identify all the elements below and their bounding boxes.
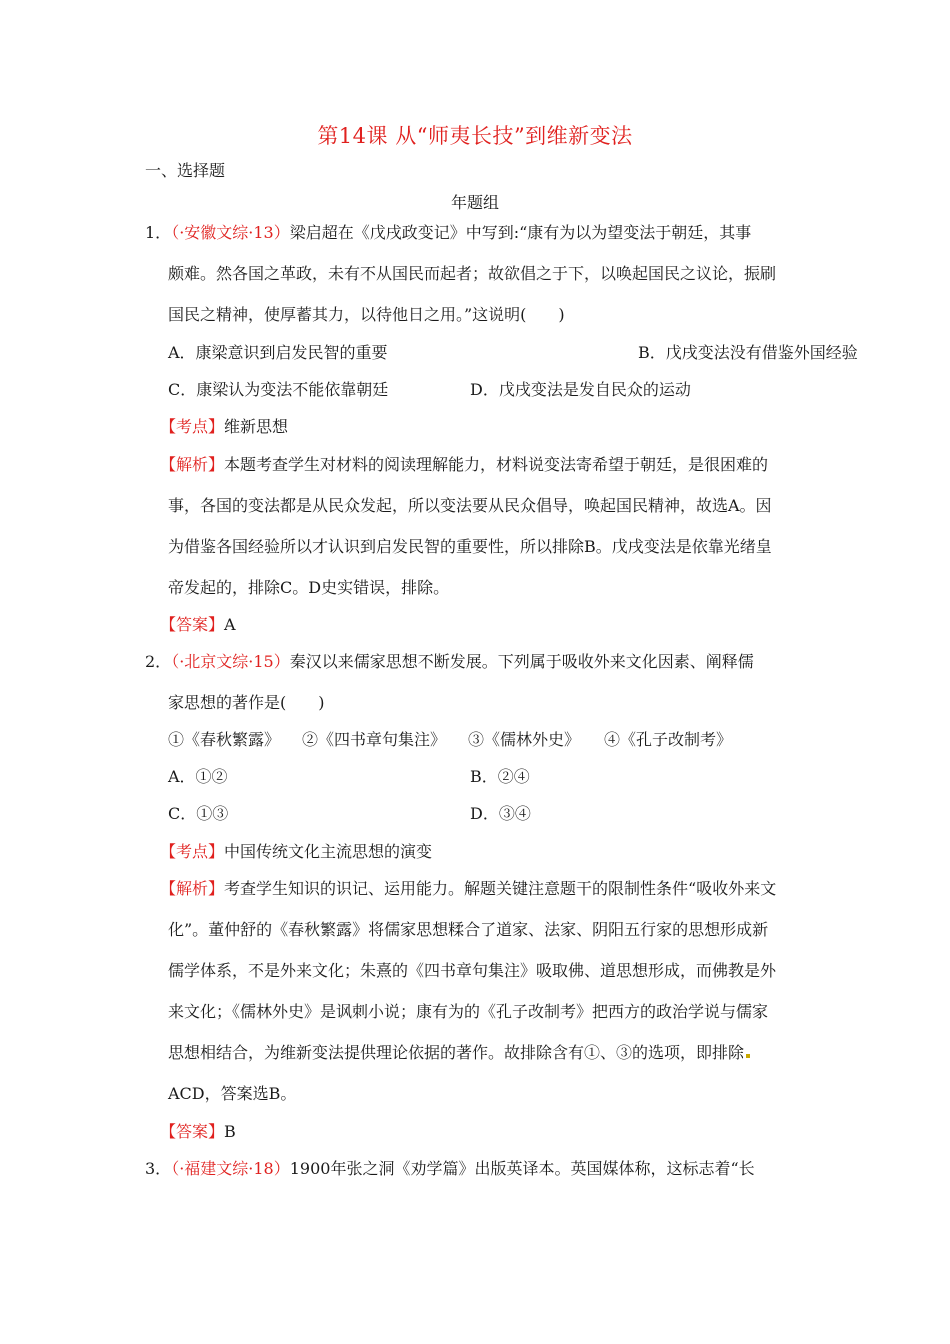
question-2-jiexi-line-2: 化”。董仲舒的《春秋繁露》将儒家思想糅合了道家、法家、阴阳五行家的思想形成新	[168, 920, 769, 939]
jiexi-tag: 【解析】	[160, 879, 225, 898]
question-source: （·安徽文综·13）	[171, 223, 290, 242]
page-title: 第14课 从“师夷长技”到维新变法	[317, 124, 633, 148]
question-2-jiexi-line-5: 思想相结合，为维新变法提供理论依据的著作。故排除含有①、③的选项，即排除	[168, 1042, 750, 1064]
question-2-stem-line-1: 2．（·北京文综·15）秦汉以来儒家思想不断发展。下列属于吸收外来文化因素、阐释儒	[145, 652, 754, 671]
question-1-stem-line-2: 颇难。然各国之革政，未有不从国民而起者；故欲倡之于下，以唤起国民之议论，振刷	[168, 264, 777, 283]
kaodian-tag: 【考点】	[160, 417, 225, 436]
question-2-kaodian: 【考点】中国传统文化主流思想的演变	[160, 842, 433, 861]
question-1-stem-line-3: 国民之精神，使厚蓄其力，以待他日之用。”这说明( )	[168, 305, 565, 324]
question-1-jiexi-line-2: 事，各国的变法都是从民众发起，所以变法要从民众倡导，唤起国民精神，故选A。因	[168, 496, 772, 515]
question-2-jiexi-line-3: 儒学体系，不是外来文化；朱熹的《四书章句集注》吸取佛、道思想形成，而佛教是外	[168, 961, 777, 980]
question-source: （·福建文综·18）	[171, 1159, 290, 1178]
question-1-options-row-2	[168, 379, 868, 401]
option-c: C．①③	[168, 804, 229, 823]
option-b: B．戊戌变法没有借鉴外国经验	[638, 343, 858, 362]
question-1-jiexi-line-3: 为借鉴各国经验所以才认识到启发民智的重要性，所以排除B。戊戌变法是依靠光绪皇	[168, 537, 772, 556]
question-2-items	[168, 729, 733, 751]
option-d: D．戊戌变法是发自民众的运动	[470, 380, 691, 399]
question-2-jiexi-line-6: ACD，答案选B。	[168, 1084, 297, 1103]
question-2-answer: 【答案】B	[160, 1122, 236, 1141]
question-1-jiexi-line-4: 帝发起的，排除C。D史实错误，排除。	[168, 578, 450, 597]
option-a: A．①②	[168, 767, 228, 786]
group-heading: 年题组	[450, 193, 499, 212]
question-1-jiexi-line-1: 【解析】本题考查学生对材料的阅读理解能力，材料说变法寄希望于朝廷，是很困难的	[160, 455, 769, 474]
jiexi-tag: 【解析】	[160, 455, 225, 474]
question-number: 3．	[145, 1159, 172, 1178]
question-2-options-row-1	[168, 766, 868, 788]
option-a: A．康梁意识到启发民智的重要	[168, 343, 388, 362]
answer-tag: 【答案】	[160, 615, 225, 634]
option-c: C．康梁认为变法不能依靠朝廷	[168, 380, 389, 399]
option-d: D．③④	[470, 804, 531, 823]
question-1-stem-line-1: 1．（·安徽文综·13）梁启超在《戊戌政变记》中写到:“康有为以为望变法于朝廷，其事	[145, 223, 752, 242]
question-source: （·北京文综·15）	[171, 652, 290, 671]
question-number: 1．	[145, 223, 172, 242]
option-b: B．②④	[470, 767, 530, 786]
item-4: ④《孔子改制考》	[604, 730, 733, 749]
question-2-options-row-2	[168, 803, 868, 825]
question-2-stem-line-2: 家思想的著作是( )	[168, 693, 325, 712]
item-2: ②《四书章句集注》	[302, 730, 447, 749]
item-3: ③《儒林外史》	[468, 730, 581, 749]
marker-dot	[746, 1054, 750, 1058]
item-1: ①《春秋繁露》	[168, 730, 281, 749]
kaodian-tag: 【考点】	[160, 842, 225, 861]
question-2-jiexi-line-4: 来文化；《儒林外史》是讽刺小说；康有为的《孔子改制考》把西方的政治学说与儒家	[168, 1002, 769, 1021]
answer-tag: 【答案】	[160, 1122, 225, 1141]
question-1-kaodian: 【考点】维新思想	[160, 417, 289, 436]
question-1-answer: 【答案】A	[160, 615, 236, 634]
question-2-jiexi-line-1: 【解析】考查学生知识的识记、运用能力。解题关键注意题干的限制性条件“吸收外来文	[160, 879, 777, 898]
question-number: 2．	[145, 652, 172, 671]
question-1-options-row-1	[168, 342, 858, 364]
question-3-stem-line-1: 3．（·福建文综·18）1900年张之洞《劝学篇》出版英译本。英国媒体称，这标志着“长	[145, 1159, 755, 1178]
section-heading: 一、选择题	[145, 161, 226, 180]
